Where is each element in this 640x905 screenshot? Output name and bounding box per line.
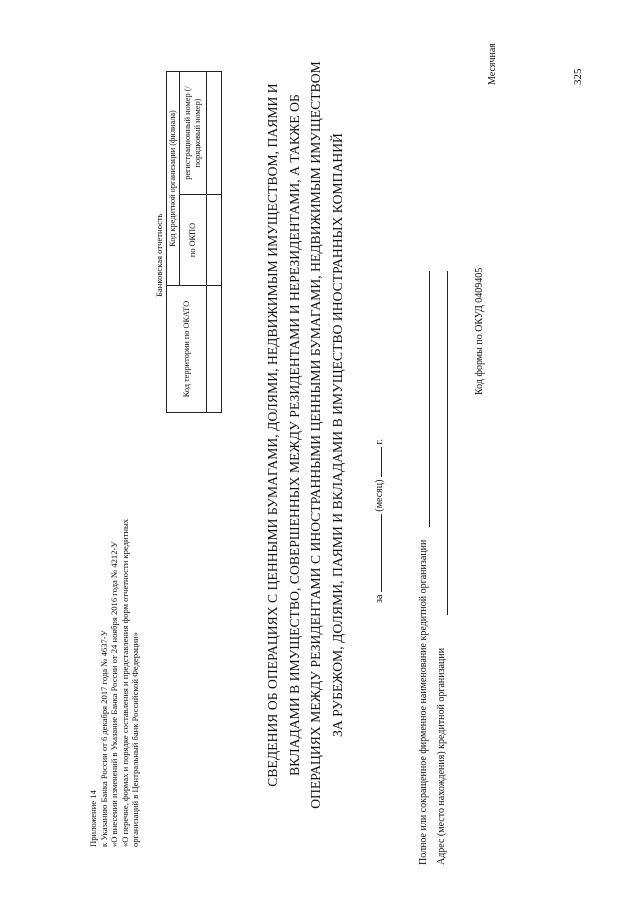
month-blank[interactable] <box>372 514 382 592</box>
bank-reporting-label: Банковская отчетность <box>154 213 164 297</box>
okpo-header-cell <box>180 195 207 286</box>
appendix-line: к Указанию Банка России от 6 декабря 2017 года № 4637-У <box>98 630 109 847</box>
appendix-header <box>88 519 141 847</box>
form-code: Код формы по ОКУД 0409405 <box>474 267 485 395</box>
appendix-line: Приложение 14 <box>88 790 98 847</box>
month-label: (месяц) <box>374 479 385 512</box>
reg-number-value-cell[interactable] <box>207 72 222 195</box>
codes-table <box>166 71 222 413</box>
okato-header-cell <box>167 286 207 413</box>
period-prefix: за <box>374 594 385 603</box>
year-blank[interactable] <box>372 447 382 477</box>
org-name-label: Полное или сокращенное фирменное наименование кредитной организации <box>418 539 429 865</box>
org-address-label: Адрес (место нахождения) кредитной организации <box>436 647 447 865</box>
year-suffix: г. <box>374 439 385 445</box>
org-name-field[interactable] <box>429 271 430 527</box>
reporting-period <box>372 439 385 603</box>
okpo-value-cell[interactable] <box>207 195 222 286</box>
page-number: 325 <box>572 68 584 85</box>
okpo-header: по ОКПО <box>188 222 197 258</box>
appendix-line: «О внесении изменений в Указание Банка России от 24 ноября 2016 года № 4212-У <box>109 541 120 847</box>
reg-number-header: регистрационный номер (/порядковый номер) <box>183 86 202 180</box>
document-title: СВЕДЕНИЯ ОБ ОПЕРАЦИЯХ С ЦЕННЫМИ БУМАГАМИ, ДОЛЯМИ, НЕДВИЖИМЫМ ИМУЩЕСТВОМ, ПАЯМИ И ВКЛАДАМИ В ИМУЩЕСТВО, СОВЕРШЕННЫХ МЕЖДУ РЕЗИДЕНТАМИ И НЕРЕЗИДЕНТАМИ, А ТАКЖЕ ОБ ОПЕРАЦИЯХ МЕЖДУ РЕЗИДЕНТАМИ С ИНОСТРАННЫМИ ЦЕННЫМИ БУМАГАМИ, НЕДВИЖИМЫМ ИМУЩЕСТВОМ ЗА РУБЕЖОМ, ДОЛЯМИ, ПАЯМИ И ВКЛАДАМИ В ИМУЩЕСТВО ИНОСТРАННЫХ КОМПАНИЙ <box>265 61 345 809</box>
credit-org-header-cell <box>167 72 180 286</box>
okato-value-cell[interactable] <box>207 286 222 413</box>
org-address-field[interactable] <box>447 271 448 615</box>
credit-org-header: Код кредитной организации (филиала) <box>168 110 177 247</box>
appendix-line: организаций в Центральный банк Российской Федерации» <box>130 632 141 847</box>
appendix-line: «О перечне, формах и порядке составления и представления форм отчетности кредитных <box>119 518 130 847</box>
reg-number-header-cell <box>180 72 207 195</box>
periodicity: Месячная <box>487 43 498 85</box>
okato-header: Код территории по ОКАТО <box>181 300 191 398</box>
